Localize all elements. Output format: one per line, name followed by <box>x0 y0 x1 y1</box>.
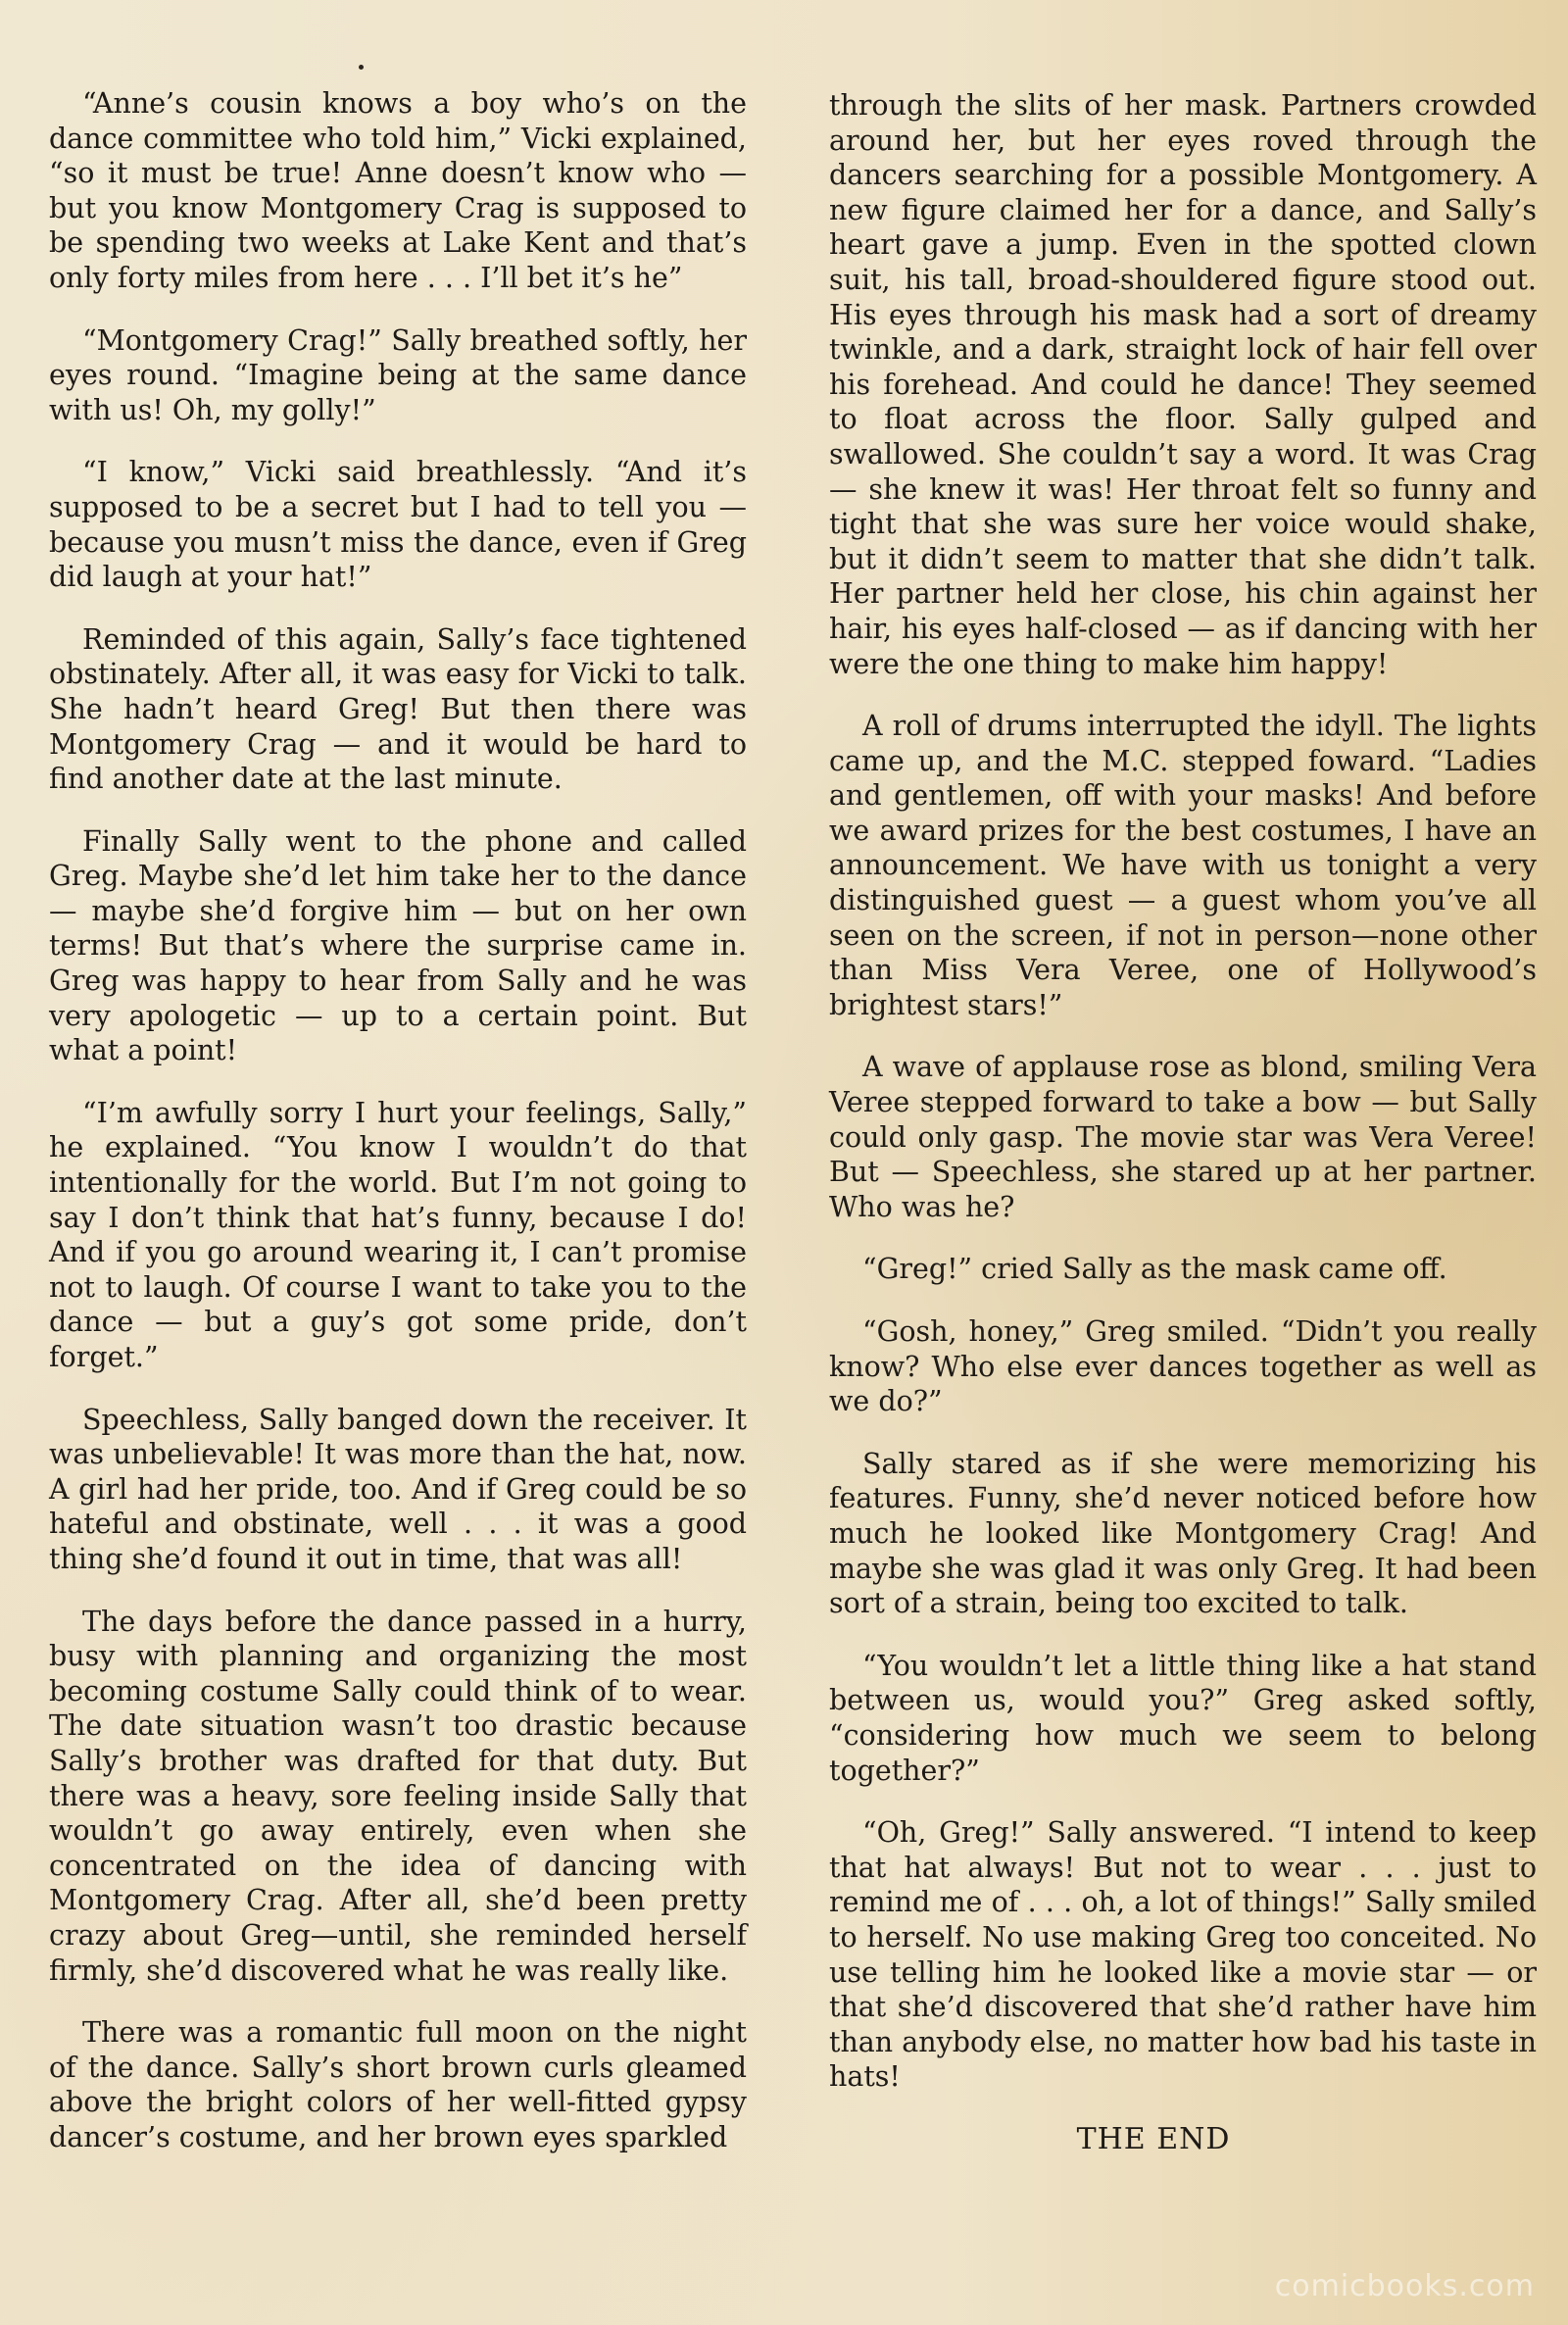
story-paragraph: Speechless, Sally banged down the receiver. It was unbelievable! It was more than the hat, now. A girl had her pride, too. And if Greg could be so hateful and obstinate, well . . . it was a good thing she’d found it out in time, that was all! <box>49 1403 747 1575</box>
story-paragraph: Reminded of this again, Sally’s face tightened obstinately. After all, it was easy for Vicki to talk. She hadn’t heard Greg! But then there was Montgomery Crag — and it would be hard to find another date at the last minute. <box>49 622 747 796</box>
right-text-column <box>829 88 1537 2156</box>
story-paragraph: A wave of applause rose as blond, smiling Vera Veree stepped forward to take a bow — but Sally could only gasp. The movie star was Vera Veree! But — Speechless, she stared up at her partner. Who was he? <box>829 1051 1537 1223</box>
site-watermark: comicbooks.com <box>1274 2269 1535 2303</box>
story-paragraph: through the slits of her mask. Partners crowded around her, but her eyes roved through the dancers searching for a possible Montgomery. A new figure claimed her for a dance, and Sally’s heart gave a jump. Even in the spotted clown suit, his tall, broad-shouldered figure stood out. His eyes through his mask had a sort of dreamy twinkle, and a dark, straight lock of hair fell over his forehead. And could he dance! They seemed to float across the floor. Sally gulped and swallowed. She couldn’t say a word. It was Crag — she knew it was! Her throat felt so funny and tight that she was sure her voice would shake, but it didn’t seem to matter that she didn’t talk. Her partner held her close, his chin against her hair, his eyes half-closed — as if dancing with her were the one thing to make him happy! <box>829 89 1537 680</box>
story-paragraph: Sally stared as if she were memorizing his features. Funny, she’d never noticed before how much he looked like Montgomery Crag! And maybe she was glad it was only Greg. It had been sort of a strain, being too excited to talk. <box>829 1447 1537 1620</box>
story-paragraph: “Gosh, honey,” Greg smiled. “Didn’t you really know? Who else ever dances together as well as we do?” <box>829 1315 1537 1418</box>
story-paragraph: “I’m awfully sorry I hurt your feelings, Sally,” he explained. “You know I wouldn’t do that intentionally for the world. But I’m not going to say I don’t think that hat’s funny, because I do! And if you go around wearing it, I can’t promise not to laugh. Of course I want to take you to the dance — but a guy’s got some pride, don’t forget.” <box>49 1096 747 1373</box>
story-paragraph: “Oh, Greg!” Sally answered. “I intend to keep that hat always! But not to wear . . . just to remind me of . . . oh, a lot of things!” Sally smiled to herself. No use making Greg too conceited. No use telling him he looked like a movie star — or that she’d discovered that she’d rather have him than anybody else, no matter how bad his taste in hats! <box>829 1816 1537 2094</box>
story-paragraph: The days before the dance passed in a hurry, busy with planning and organizing the most becoming costume Sally could think of to wear. The date situation wasn’t too drastic because Sally’s brother was drafted for that duty. But there was a heavy, sore feeling inside Sally that wouldn’t go away entirely, even when she concentrated on the idea of dancing with Montgomery Crag. After all, she’d been pretty crazy about Greg—until, she reminded herself firmly, she’d discovered what he was really like. <box>49 1605 747 1987</box>
story-paragraph: “Anne’s cousin knows a boy who’s on the dance committee who told him,” Vicki explained, “so it must be true! Anne doesn’t know who — but you know Montgomery Crag is supposed to be spending two weeks at Lake Kent and that’s only forty miles from here . . . I’ll bet it’s he” <box>49 87 747 294</box>
story-paragraph: “Greg!” cried Sally as the mask came off. <box>862 1253 1447 1286</box>
ink-speck <box>359 65 364 70</box>
story-paragraph: “I know,” Vicki said breathlessly. “And it’s supposed to be a secret but I had to tell you — because you musn’t miss the dance, even if Greg did laugh at your hat!” <box>49 456 747 594</box>
left-text-column <box>49 86 747 2182</box>
the-end-label: THE END <box>1076 2121 1231 2156</box>
story-paragraph: Finally Sally went to the phone and called Greg. Maybe she’d let him take her to the dance — maybe she’d forgive him — but on her own terms! But that’s where the surprise came in. Greg was happy to hear from Sally and he was very apologetic — up to a certain point. But what a point! <box>49 824 747 1067</box>
story-paragraph: “You wouldn’t let a little thing like a hat stand between us, would you?” Greg asked softly, “considering how much we seem to belong together?” <box>829 1649 1537 1787</box>
story-paragraph: There was a romantic full moon on the night of the dance. Sally’s short brown curls gleamed above the bright colors of her well-fitted gypsy dancer’s costume, and her brown eyes sparkled <box>49 2016 747 2153</box>
story-paragraph: A roll of drums interrupted the idyll. The lights came up, and the M.C. stepped foward. “Ladies and gentlemen, off with your masks! And before we award prizes for the best costumes, I have an announcement. We have with us tonight a very distinguished guest — a guest whom you’ve all seen on the screen, if not in person—none other than Miss Vera Veree, one of Hollywood’s brightest stars!” <box>829 710 1537 1021</box>
story-paragraph: “Montgomery Crag!” Sally breathed softly, her eyes round. “Imagine being at the same dance with us! Oh, my golly!” <box>49 323 747 426</box>
